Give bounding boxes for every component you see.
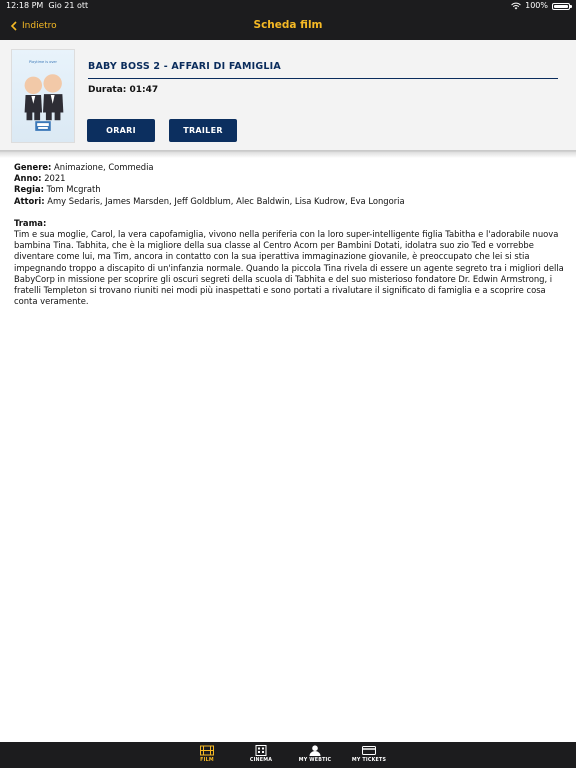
page-title: Scheda film bbox=[253, 19, 323, 31]
film-duration bbox=[88, 85, 158, 95]
year-label: Anno: bbox=[14, 173, 42, 184]
duration-value: 01:47 bbox=[129, 85, 159, 95]
ticket-icon bbox=[362, 745, 376, 756]
film-strip-icon bbox=[200, 745, 214, 756]
top-bar bbox=[0, 0, 576, 40]
trailer-button[interactable]: TRAILER bbox=[169, 119, 237, 142]
poster-tagline: Playtime is over bbox=[28, 60, 58, 64]
status-time-date bbox=[6, 0, 88, 12]
genre-label: Genere: bbox=[14, 162, 52, 172]
duration-label: Durata: bbox=[88, 85, 127, 95]
battery-icon bbox=[552, 3, 570, 10]
year-value: 2021 bbox=[44, 173, 66, 184]
nav-bar bbox=[0, 12, 576, 40]
tab-cinema[interactable] bbox=[236, 742, 286, 768]
tab-my-tickets-label: MY TICKETS bbox=[351, 758, 387, 763]
wifi-icon bbox=[511, 2, 521, 10]
back-label: Indietro bbox=[22, 21, 57, 31]
building-icon bbox=[254, 745, 268, 756]
status-time: 12:18 PM bbox=[6, 1, 44, 10]
genre-value: Animazione, Commedia bbox=[54, 162, 154, 172]
user-icon bbox=[308, 745, 322, 756]
tab-my-tickets[interactable] bbox=[344, 742, 394, 768]
battery-percent: 100% bbox=[525, 1, 548, 10]
tab-bar bbox=[0, 742, 576, 768]
director-value: Tom Mcgrath bbox=[46, 184, 101, 195]
tab-my-webtic[interactable] bbox=[290, 742, 340, 768]
poster-art bbox=[12, 50, 74, 142]
title-divider bbox=[88, 78, 558, 79]
genre-row bbox=[14, 162, 566, 173]
film-poster bbox=[11, 49, 75, 143]
plot-text: Tim e sua moglie, Carol, la vera capofamiglia, vivono nella periferia con la loro super-intelligente figlia Tabitha e l'adorabile nuova bambina Tina. Tabhita, che è la migliore della sua classe al Centro Acorn per Bambini Dotati, idolatra suo zio Ted e vorrebbe diventare come lui, ma Tim, ancora in contatto con la sua iperattiva immaginazione giovanile, è preoccupato che lei si stia impegnando troppo a discapito di un'infanzia normale. Quando la piccola Tina rivela di essere un agente segreto tra i migliori della BabyCorp in missione per scoprire gli oscuri segreti della scuola di Tabhita e del suo misterioso fondatore Dr. Edwin Armstrong, i fratelli Templeton si trovano riuniti nei modi più inaspettati e sono portati a rivalutare il significato di famiglia e a scoprire cosa conta veramente. bbox=[14, 229, 564, 307]
director-label: Regia: bbox=[14, 184, 44, 195]
orari-button[interactable]: ORARI bbox=[87, 119, 155, 142]
tab-film-label: FILM bbox=[200, 758, 214, 763]
year-row bbox=[14, 173, 566, 184]
plot-label: Trama: bbox=[14, 217, 47, 228]
tab-my-webtic-label: MY WEBTIC bbox=[298, 758, 332, 763]
cast-value: Amy Sedaris, James Marsden, Jeff Goldblum, Alec Baldwin, Lisa Kudrow, Eva Longoria bbox=[47, 195, 405, 206]
film-title: BABY BOSS 2 - AFFARI DI FAMIGLIA bbox=[88, 61, 281, 72]
status-right bbox=[511, 0, 570, 12]
cast-label: Attori: bbox=[14, 195, 45, 206]
tab-cinema-label: CINEMA bbox=[249, 758, 273, 763]
director-row bbox=[14, 184, 566, 195]
film-details bbox=[14, 162, 566, 307]
tab-film[interactable] bbox=[182, 742, 232, 768]
status-date: Gio 21 ott bbox=[48, 1, 89, 10]
cast-row bbox=[14, 196, 566, 207]
header-shadow bbox=[0, 150, 576, 158]
status-bar bbox=[0, 0, 576, 12]
